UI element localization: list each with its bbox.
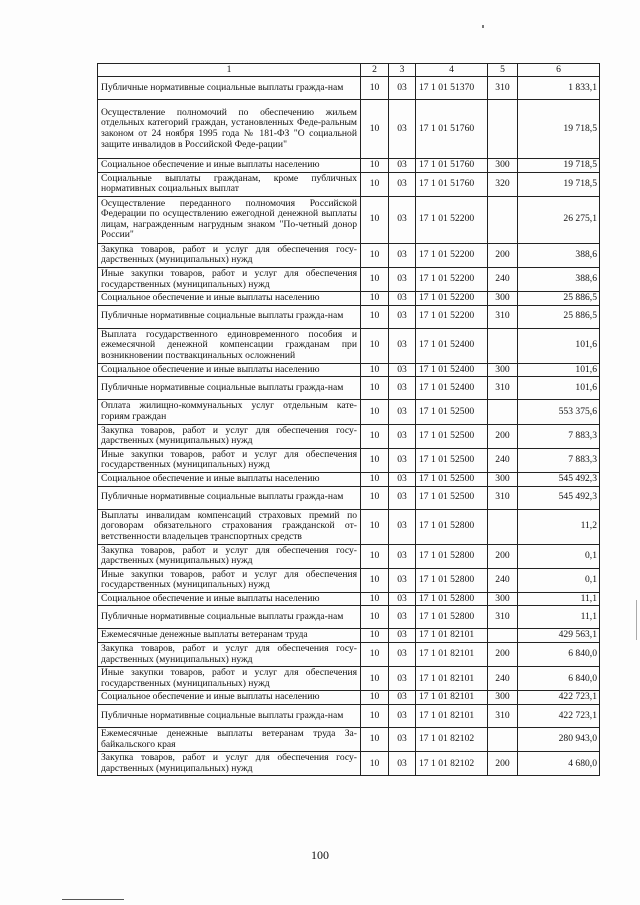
row-amount: 553 375,6 (518, 400, 600, 424)
row-amount: 25 886,5 (518, 292, 600, 306)
row-section: 10 (361, 448, 389, 472)
row-subsection: 03 (389, 424, 416, 448)
row-subsection: 03 (389, 448, 416, 472)
table-row (98, 196, 600, 243)
row-section: 10 (361, 267, 389, 291)
row-expense-type (488, 328, 518, 363)
column-header: 6 (518, 64, 600, 77)
row-section: 10 (361, 629, 389, 643)
row-expense-type: 300 (488, 159, 518, 173)
row-expense-type: 200 (488, 752, 518, 776)
row-target-article: 17 1 01 52800 (416, 606, 488, 629)
table-row (98, 305, 600, 328)
row-subsection: 03 (389, 728, 416, 752)
footer-rule (62, 899, 124, 900)
row-subsection: 03 (389, 667, 416, 691)
row-amount: 1 833,1 (518, 77, 600, 100)
row-name: Осуществление полномочий по обеспечению жильем отдельных категорий граждан, установленных Феде-ральным законом от 24 ноября 1995 года № 181-ФЗ "О социальной защите инвалидов в Российской Феде-рации" (98, 100, 361, 159)
row-expense-type: 310 (488, 377, 518, 400)
row-name: Иные закупки товаров, работ и услуг для обеспечения государственных (муниципальных) нужд (98, 267, 361, 291)
table-row (98, 486, 600, 509)
row-amount: 101,6 (518, 363, 600, 377)
row-expense-type: 300 (488, 592, 518, 606)
row-amount: 19 718,5 (518, 100, 600, 159)
row-section: 10 (361, 606, 389, 629)
row-subsection: 03 (389, 544, 416, 568)
row-target-article: 17 1 01 52500 (416, 486, 488, 509)
row-subsection: 03 (389, 691, 416, 705)
row-name: Социальное обеспечение и иные выплаты населению (98, 363, 361, 377)
row-expense-type: 200 (488, 243, 518, 267)
row-amount: 7 883,3 (518, 448, 600, 472)
row-section: 10 (361, 77, 389, 100)
row-expense-type: 320 (488, 172, 518, 196)
row-expense-type: 200 (488, 544, 518, 568)
row-subsection: 03 (389, 100, 416, 159)
row-target-article: 17 1 01 82101 (416, 629, 488, 643)
row-name: Осуществление переданного полномочия Российской Федерации по осуществлению ежегодной денежной выплаты лицам, награжденным нагрудным знаком "По-четный донор России" (98, 196, 361, 243)
row-expense-type: 240 (488, 267, 518, 291)
row-section: 10 (361, 705, 389, 728)
row-subsection: 03 (389, 568, 416, 592)
row-target-article: 17 1 01 82102 (416, 728, 488, 752)
row-section: 10 (361, 643, 389, 667)
row-target-article: 17 1 01 51760 (416, 172, 488, 196)
row-subsection: 03 (389, 172, 416, 196)
row-amount: 11,2 (518, 509, 600, 544)
row-amount: 0,1 (518, 568, 600, 592)
row-subsection: 03 (389, 305, 416, 328)
table-row (98, 172, 600, 196)
row-amount: 545 492,3 (518, 486, 600, 509)
row-section: 10 (361, 100, 389, 159)
row-target-article: 17 1 01 52500 (416, 448, 488, 472)
row-section: 10 (361, 292, 389, 306)
row-target-article: 17 1 01 82101 (416, 667, 488, 691)
row-subsection: 03 (389, 629, 416, 643)
row-amount: 422 723,1 (518, 705, 600, 728)
row-target-article: 17 1 01 52500 (416, 472, 488, 486)
row-target-article: 17 1 01 52500 (416, 424, 488, 448)
row-name: Социальное обеспечение и иные выплаты населению (98, 292, 361, 306)
row-amount: 101,6 (518, 328, 600, 363)
row-target-article: 17 1 01 51760 (416, 159, 488, 173)
row-amount: 6 840,0 (518, 667, 600, 691)
row-section: 10 (361, 305, 389, 328)
row-amount: 545 492,3 (518, 472, 600, 486)
row-name: Публичные нормативные социальные выплаты гражда-нам (98, 305, 361, 328)
row-subsection: 03 (389, 400, 416, 424)
row-expense-type: 240 (488, 667, 518, 691)
row-target-article: 17 1 01 82101 (416, 705, 488, 728)
row-target-article: 17 1 01 52200 (416, 267, 488, 291)
table-row (98, 100, 600, 159)
row-subsection: 03 (389, 196, 416, 243)
row-expense-type: 240 (488, 568, 518, 592)
row-expense-type: 300 (488, 363, 518, 377)
scan-speck (482, 25, 484, 28)
row-expense-type: 200 (488, 643, 518, 667)
row-target-article: 17 1 01 52400 (416, 377, 488, 400)
row-section: 10 (361, 400, 389, 424)
row-target-article: 17 1 01 82102 (416, 752, 488, 776)
row-target-article: 17 1 01 52800 (416, 544, 488, 568)
row-name: Социальное обеспечение и иные выплаты населению (98, 472, 361, 486)
row-amount: 11,1 (518, 606, 600, 629)
table-row (98, 691, 600, 705)
row-subsection: 03 (389, 363, 416, 377)
row-subsection: 03 (389, 705, 416, 728)
row-subsection: 03 (389, 752, 416, 776)
table-row (98, 159, 600, 173)
row-expense-type: 300 (488, 472, 518, 486)
row-name: Закупка товаров, работ и услуг для обеспечения госу-дарственных (муниципальных) нужд (98, 424, 361, 448)
row-target-article: 17 1 01 82101 (416, 643, 488, 667)
row-name: Ежемесячные денежные выплаты ветеранам труда За-байкальского края (98, 728, 361, 752)
page-number: 100 (311, 848, 329, 862)
table-row (98, 363, 600, 377)
row-section: 10 (361, 486, 389, 509)
row-target-article: 17 1 01 52800 (416, 592, 488, 606)
row-target-article: 17 1 01 52200 (416, 305, 488, 328)
table-row (98, 629, 600, 643)
row-amount: 19 718,5 (518, 159, 600, 173)
row-target-article: 17 1 01 52500 (416, 400, 488, 424)
row-target-article: 17 1 01 52200 (416, 243, 488, 267)
row-section: 10 (361, 568, 389, 592)
row-subsection: 03 (389, 377, 416, 400)
row-section: 10 (361, 752, 389, 776)
table-row (98, 509, 600, 544)
row-name: Публичные нормативные социальные выплаты гражда-нам (98, 77, 361, 100)
table-row (98, 292, 600, 306)
row-expense-type: 310 (488, 486, 518, 509)
table-row (98, 328, 600, 363)
row-section: 10 (361, 424, 389, 448)
row-amount: 6 840,0 (518, 643, 600, 667)
table-header-row (98, 64, 600, 77)
row-amount: 4 680,0 (518, 752, 600, 776)
row-amount: 429 563,1 (518, 629, 600, 643)
row-target-article: 17 1 01 52800 (416, 509, 488, 544)
row-amount: 388,6 (518, 243, 600, 267)
table-row (98, 77, 600, 100)
row-subsection: 03 (389, 328, 416, 363)
table-row (98, 592, 600, 606)
table-row (98, 544, 600, 568)
row-section: 10 (361, 159, 389, 173)
row-expense-type (488, 400, 518, 424)
row-target-article: 17 1 01 52400 (416, 363, 488, 377)
row-subsection: 03 (389, 592, 416, 606)
scan-speck (636, 600, 637, 640)
row-subsection: 03 (389, 77, 416, 100)
row-subsection: 03 (389, 509, 416, 544)
row-name: Социальные выплаты гражданам, кроме публичных нормативных социальных выплат (98, 172, 361, 196)
column-header: 2 (361, 64, 389, 77)
row-section: 10 (361, 667, 389, 691)
row-expense-type: 300 (488, 292, 518, 306)
row-name: Публичные нормативные социальные выплаты гражда-нам (98, 606, 361, 629)
table-body (98, 77, 600, 776)
row-name: Публичные нормативные социальные выплаты гражда-нам (98, 486, 361, 509)
row-name: Выплата государственного единовременного пособия и ежемесячной денежной компенсации гражданам при возникновении поствакцинальных осложнений (98, 328, 361, 363)
row-subsection: 03 (389, 472, 416, 486)
table-row (98, 752, 600, 776)
column-header: 3 (389, 64, 416, 77)
row-subsection: 03 (389, 292, 416, 306)
table-row (98, 606, 600, 629)
row-section: 10 (361, 363, 389, 377)
row-expense-type (488, 629, 518, 643)
row-expense-type: 200 (488, 424, 518, 448)
row-section: 10 (361, 377, 389, 400)
column-header: 1 (98, 64, 361, 77)
table-row (98, 643, 600, 667)
row-name: Ежемесячные денежные выплаты ветеранам труда (98, 629, 361, 643)
row-name: Иные закупки товаров, работ и услуг для обеспечения государственных (муниципальных) нужд (98, 448, 361, 472)
row-subsection: 03 (389, 606, 416, 629)
row-subsection: 03 (389, 243, 416, 267)
row-amount: 422 723,1 (518, 691, 600, 705)
row-amount: 25 886,5 (518, 305, 600, 328)
row-name: Закупка товаров, работ и услуг для обеспечения госу-дарственных (муниципальных) нужд (98, 643, 361, 667)
row-section: 10 (361, 328, 389, 363)
row-expense-type: 310 (488, 606, 518, 629)
table-row (98, 705, 600, 728)
table-row (98, 243, 600, 267)
row-target-article: 17 1 01 52200 (416, 196, 488, 243)
row-section: 10 (361, 472, 389, 486)
row-name: Иные закупки товаров, работ и услуг для обеспечения государственных (муниципальных) нужд (98, 568, 361, 592)
row-amount: 11,1 (518, 592, 600, 606)
row-name: Иные закупки товаров, работ и услуг для обеспечения государственных (муниципальных) нужд (98, 667, 361, 691)
row-expense-type: 310 (488, 705, 518, 728)
budget-table (97, 63, 600, 776)
table-row (98, 728, 600, 752)
table-row (98, 377, 600, 400)
table-row (98, 424, 600, 448)
row-section: 10 (361, 509, 389, 544)
row-name: Закупка товаров, работ и услуг для обеспечения госу-дарственных (муниципальных) нужд (98, 752, 361, 776)
row-section: 10 (361, 592, 389, 606)
row-name: Публичные нормативные социальные выплаты гражда-нам (98, 377, 361, 400)
table-row (98, 472, 600, 486)
row-subsection: 03 (389, 267, 416, 291)
row-name: Закупка товаров, работ и услуг для обеспечения госу-дарственных (муниципальных) нужд (98, 544, 361, 568)
row-section: 10 (361, 691, 389, 705)
row-section: 10 (361, 196, 389, 243)
row-subsection: 03 (389, 643, 416, 667)
row-amount: 280 943,0 (518, 728, 600, 752)
table-row (98, 400, 600, 424)
column-header: 4 (416, 64, 488, 77)
row-name: Выплаты инвалидам компенсаций страховых премий по договорам обязательного страхования гражданской от-ветственности владельцев транспортных средств (98, 509, 361, 544)
row-amount: 388,6 (518, 267, 600, 291)
column-header: 5 (488, 64, 518, 77)
table-row (98, 267, 600, 291)
row-amount: 26 275,1 (518, 196, 600, 243)
row-expense-type: 310 (488, 305, 518, 328)
row-name: Публичные нормативные социальные выплаты гражда-нам (98, 705, 361, 728)
row-section: 10 (361, 544, 389, 568)
row-expense-type: 240 (488, 448, 518, 472)
row-target-article: 17 1 01 52800 (416, 568, 488, 592)
row-amount: 19 718,5 (518, 172, 600, 196)
row-name: Социальное обеспечение и иные выплаты населению (98, 691, 361, 705)
row-name: Оплата жилищно-коммунальных услуг отдельным кате-гориям граждан (98, 400, 361, 424)
row-name: Социальное обеспечение и иные выплаты населению (98, 159, 361, 173)
table-row (98, 568, 600, 592)
table-row (98, 448, 600, 472)
row-expense-type (488, 728, 518, 752)
row-name: Закупка товаров, работ и услуг для обеспечения госу-дарственных (муниципальных) нужд (98, 243, 361, 267)
row-section: 10 (361, 243, 389, 267)
row-expense-type (488, 196, 518, 243)
row-expense-type (488, 100, 518, 159)
table-row (98, 667, 600, 691)
row-name: Социальное обеспечение и иные выплаты населению (98, 592, 361, 606)
row-target-article: 17 1 01 51370 (416, 77, 488, 100)
row-target-article: 17 1 01 52400 (416, 328, 488, 363)
row-amount: 101,6 (518, 377, 600, 400)
row-target-article: 17 1 01 51760 (416, 100, 488, 159)
row-target-article: 17 1 01 52200 (416, 292, 488, 306)
row-expense-type: 310 (488, 77, 518, 100)
row-expense-type (488, 509, 518, 544)
row-amount: 0,1 (518, 544, 600, 568)
row-subsection: 03 (389, 159, 416, 173)
row-target-article: 17 1 01 82101 (416, 691, 488, 705)
row-section: 10 (361, 728, 389, 752)
row-amount: 7 883,3 (518, 424, 600, 448)
row-expense-type: 300 (488, 691, 518, 705)
row-subsection: 03 (389, 486, 416, 509)
row-section: 10 (361, 172, 389, 196)
